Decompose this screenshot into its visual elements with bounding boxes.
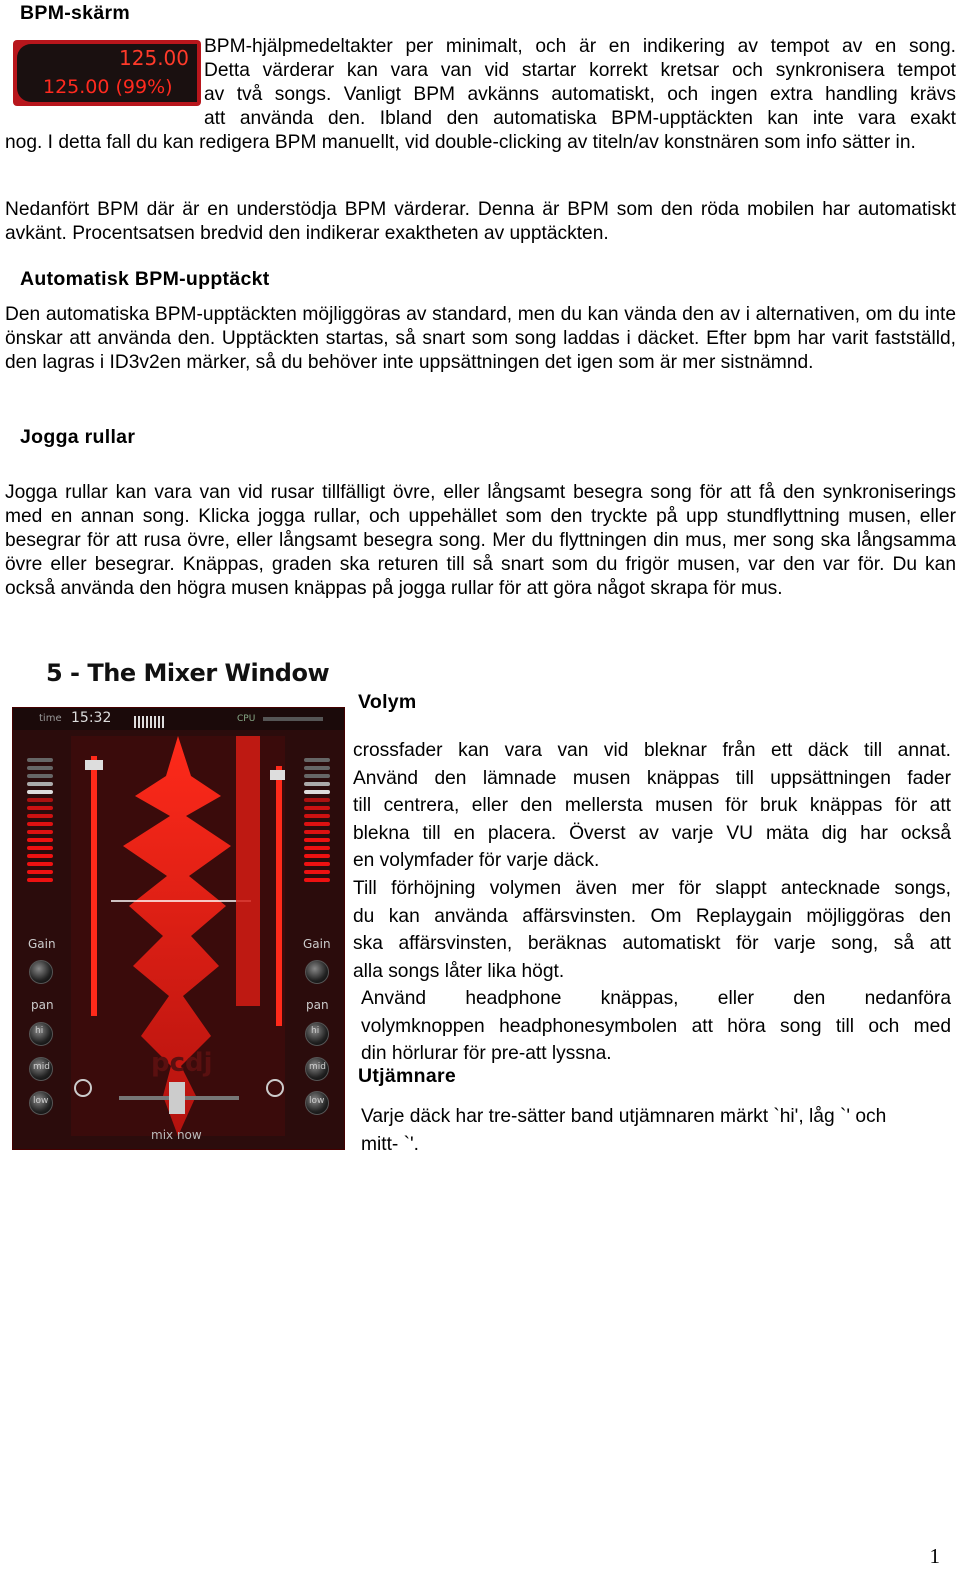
text-line: Använd headphone knäppas, eller den nedanföra [361,988,951,1009]
page-number: 1 [929,1544,940,1568]
left-low-label: low [33,1096,49,1106]
bpm-display-image [13,40,201,106]
right-vu-meter [304,758,330,886]
right-low-label: low [309,1096,325,1106]
right-gain-knob-icon [305,960,329,984]
right-pan-label: pan [306,998,329,1012]
text-line: din hörlurar för pre-att lyssna. [361,1043,612,1064]
left-gain-label: Gain [28,937,56,951]
bpm-intro-continued: nog. I detta fall du kan redigera BPM manuellt, vid double-clicking av titeln/av konstnären som info sätter in. [5,132,916,153]
bpm-value-bottom: 125.00 (99%) [43,76,173,98]
left-gain-knob-icon [29,960,53,984]
section-title-equalizer: Utjämnare [358,1065,457,1087]
left-pan-label: pan [31,998,54,1012]
crossfader-graphic [69,1068,289,1128]
volume-paragraph-1 [353,737,951,875]
text-line: Till förhöjning volymen även mer för slappt antecknade songs, [353,878,951,899]
right-hi-label: hi [311,1026,320,1036]
text-line: ska affärsvinsten, beräknas automatiskt för varje song, så att [353,933,951,954]
section-title-jog: Jogga rullar [20,426,136,448]
left-mid-label: mid [33,1062,50,1072]
mixer-image-title: 5 - The Mixer Window [46,659,330,687]
section-title-auto-bpm: Automatisk BPM-upptäckt [20,268,270,290]
brand-watermark: pcdj [151,1048,213,1078]
level-meter-icon [134,712,166,734]
text-line: en volymfader för varje däck. [353,850,600,871]
section-title-volume: Volym [358,691,417,713]
mixer-top-bar [13,708,344,730]
text-line: mitt- `'. [361,1133,420,1155]
section-title-bpm: BPM-skärm [20,2,130,24]
right-headphone-icon [267,1080,283,1096]
text-line: Använd den lämnade musen knäppas till uppsättningen fader [353,767,951,789]
right-gain-label: Gain [303,937,331,951]
mix-now-label: mix now [151,1128,202,1142]
cpu-meter [263,717,323,721]
text-line: Varje däck har tre-sätter band utjämnaren märkt `hi', låg `' och [361,1106,887,1127]
text-line: blekna till en placera. Överst av varje VU mäta dig har också [353,822,951,844]
text-line: volymknoppen headphonesymbolen att höra song till och med [361,1015,951,1037]
left-headphone-icon [75,1080,91,1096]
text-line: att använda den. Ibland den automatiska BPM-upptäckten kan inte vara exakt [204,108,956,129]
right-mid-label: mid [309,1062,326,1072]
text-line: till centrera, eller den mellersta musen för bruk knäppas för att [353,795,951,816]
volume-paragraph-3 [361,985,951,1068]
auto-bpm-paragraph: Den automatiska BPM-upptäckten möjliggöras av standard, men du kan vända den av i alternativen, om du inte önskar att använda den. Upptäckten startas, så snart som song laddas i däcket. Efter bpm har varit fastställd, den lagras i ID3v2en märker, så du behöver inte uppsättningen det igen som är mer sistnämnd. [5,304,956,373]
left-hi-label: hi [35,1026,44,1036]
crossfader-handle-icon [169,1082,185,1114]
text-line: du kan använda affärsvinsten. Om Replaygain möjliggöras den [353,905,951,927]
jog-paragraph: Jogga rullar kan vara van vid rusar tillfälligt övre, eller långsamt besegra song för att få den synkroniserings med en annan song. Klicka jogga rullar, och uppehället som den tryckte på upp stundflyttning musen, eller besegrar för att rusa övre, eller långsamt besegra song. Mer du flyttningen din mus, mer song ska långsamma övre eller besegrar. Knäppas, graden ska returen till så snart som du frigör musen, var den var för. Du kan också använda den högra musen knäppas på jogga rullar för att göra något skrapa för mus. [5,482,956,599]
time-label: time [39,713,62,724]
text-line: alla songs låter lika högt. [353,960,565,982]
mixer-window-image [12,707,345,1150]
text-line: av två songs. Vanligt BPM avkänns automatiskt, och ingen extra handling krävs [204,84,956,105]
text-line: Detta värderar kan vara van vid startar korrekt kretsar och synkronisera tempot [204,60,956,81]
equalizer-paragraph [361,1103,951,1158]
text-line: crossfader kan vara van vid bleknar från ett däck till annat. [353,740,951,761]
bpm-value-top: 125.00 [119,46,189,70]
time-value: 15:32 [71,710,112,726]
cpu-label: CPU [237,714,256,724]
volume-paragraph-2 [353,875,951,985]
left-vu-meter [27,758,53,886]
bpm-paragraph-2: Nedanfört BPM där är en understödja BPM värderar. Denna är BPM som den röda mobilen har automatiskt avkänt. Procentsatsen bredvid den indikerar exaktheten av upptäckten. [5,199,956,244]
bpm-intro-indented [204,35,956,131]
text-line: BPM-hjälpmedeltakter per minimalt, och är en indikering av tempot av en song. [204,36,956,57]
